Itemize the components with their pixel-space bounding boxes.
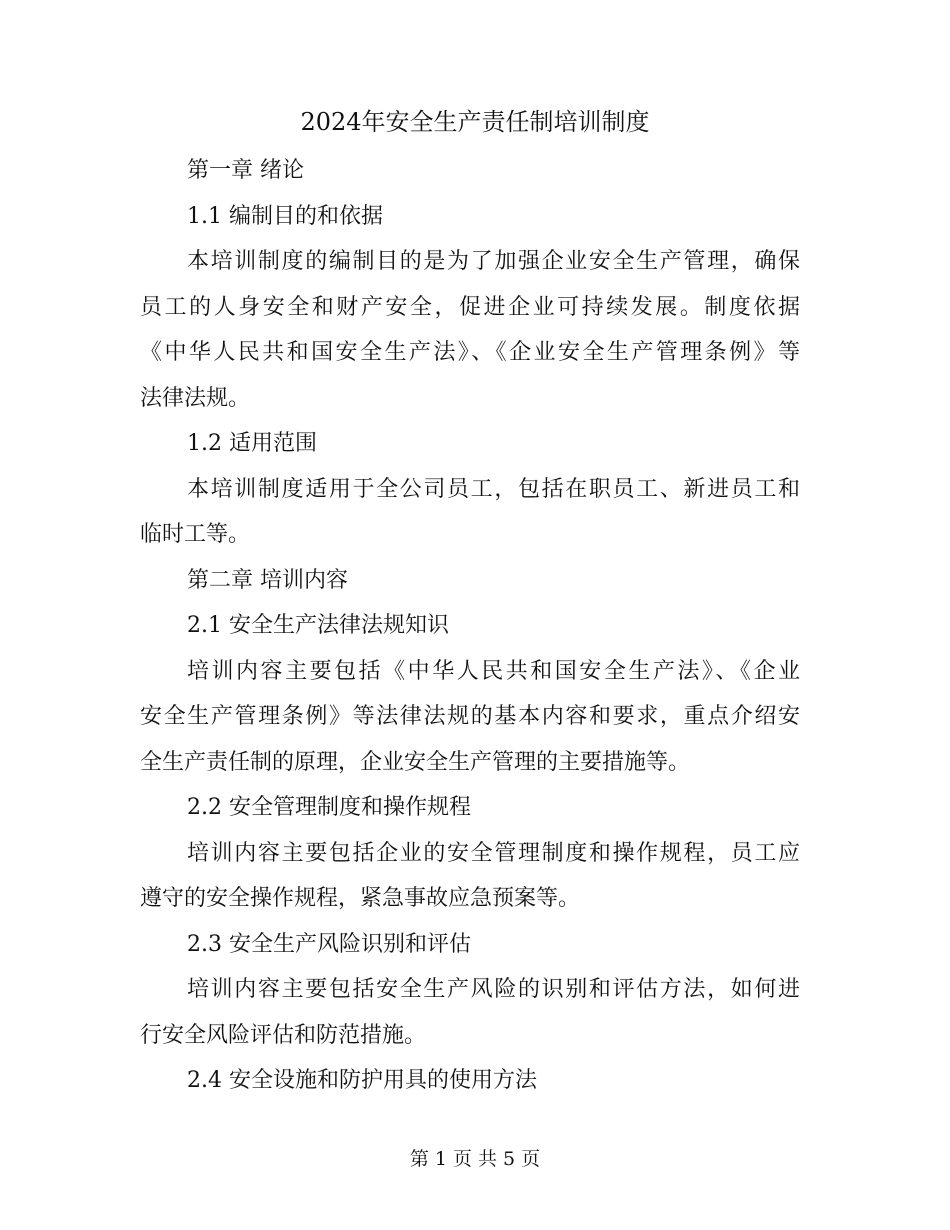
section-heading-2-3: 2.3 安全生产风险识别和评估	[187, 931, 471, 957]
section-heading-2-1: 2.1 安全生产法律法规知识	[187, 613, 449, 638]
section-heading-2-2: 2.2 安全管理制度和操作规程	[187, 795, 471, 820]
paragraph-line: 本培训制度的编制目的是为了加强企业安全生产管理，确保	[187, 249, 800, 274]
paragraph-line: 培训内容主要包括安全生产风险的识别和评估方法，如何进	[187, 977, 800, 1002]
section-heading-1-2: 1.2 适用范围	[187, 431, 317, 456]
paragraph-line: 本培训制度适用于全公司员工，包括在职员工、新进员工和	[187, 476, 800, 502]
section-heading-2-4: 2.4 安全设施和防护用具的使用方法	[187, 1068, 537, 1093]
paragraph-line: 行安全风险评估和防范措施。	[140, 1022, 427, 1048]
paragraph-line: 全生产责任制的原理，企业安全生产管理的主要措施等。	[140, 749, 691, 775]
paragraph-line: 安全生产管理条例》等法律法规的基本内容和要求，重点介绍安	[140, 704, 800, 729]
document-title: 2024年安全生产责任制培训制度	[300, 108, 650, 136]
paragraph-line: 培训内容主要包括企业的安全管理制度和操作规程，员工应	[187, 840, 800, 866]
paragraph-line: 法律法规。	[140, 385, 251, 411]
page-number-footer: 第 1 页 共 5 页	[409, 1148, 541, 1170]
chapter-heading-1: 第一章 绪论	[187, 158, 304, 183]
paragraph-line: 临时工等。	[140, 522, 251, 547]
paragraph-line: 遵守的安全操作规程，紧急事故应急预案等。	[140, 886, 581, 911]
section-heading-1-1: 1.1 编制目的和依据	[187, 203, 383, 229]
paragraph-line: 《中华人民共和国安全生产法》、《企业安全生产管理条例》等	[140, 340, 800, 365]
paragraph-line: 培训内容主要包括《中华人民共和国安全生产法》、《企业	[187, 658, 800, 684]
paragraph-line: 员工的人身安全和财产安全，促进企业可持续发展。制度依据	[140, 294, 800, 320]
chapter-heading-2: 第二章 培训内容	[187, 567, 348, 593]
document-body	[140, 148, 800, 1104]
